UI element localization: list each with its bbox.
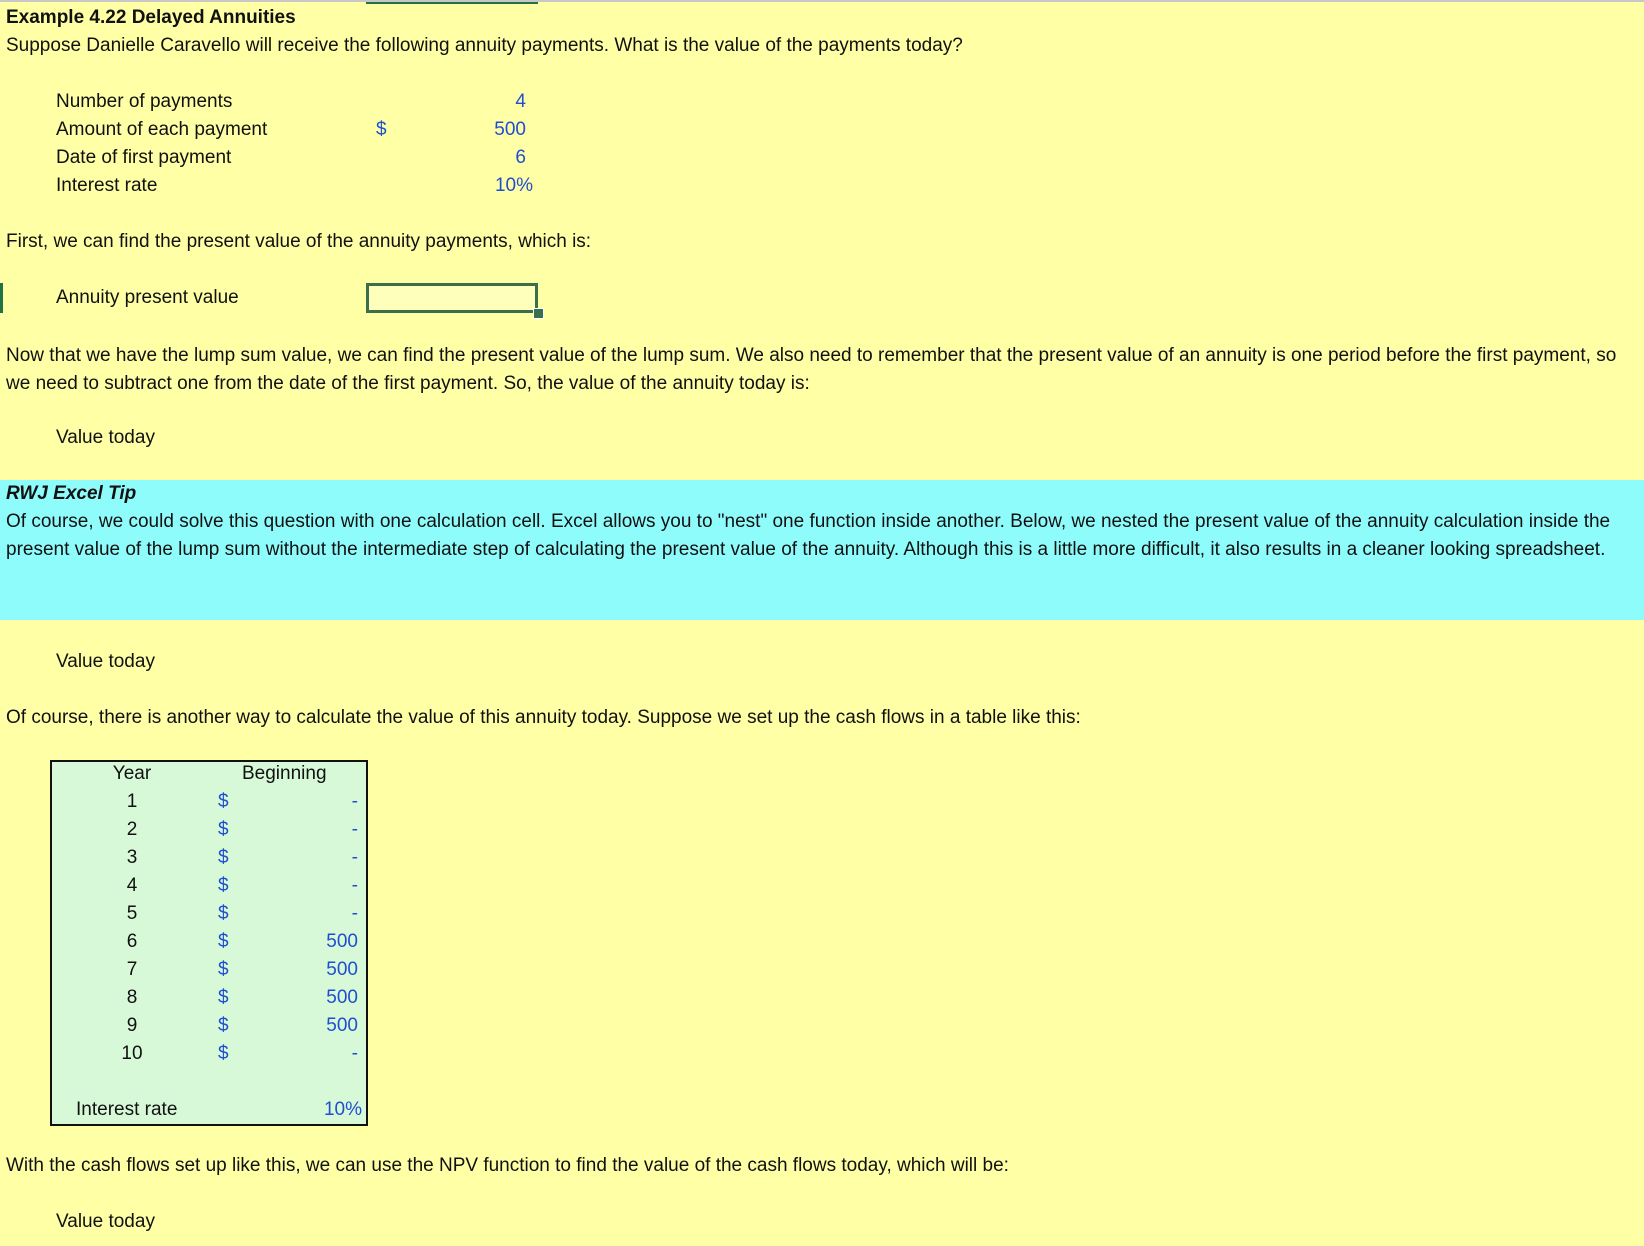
question-text: Suppose Danielle Caravello will receive the following annuity payments. What is the value of the payments today? <box>6 35 963 56</box>
fill-handle[interactable] <box>533 308 544 319</box>
table-year-cell: 2 <box>126 819 138 840</box>
table-amount-cell[interactable]: - <box>351 875 358 896</box>
value-today-label-3: Value today <box>56 1211 155 1232</box>
example-title: Example 4.22 Delayed Annuities <box>6 7 296 28</box>
table-year-cell: 4 <box>126 875 138 896</box>
table-currency-cell: $ <box>218 931 229 952</box>
table-year-cell: 10 <box>121 1043 143 1064</box>
annuity-pv-cell[interactable] <box>366 283 538 313</box>
paragraph-annuity-pv: First, we can find the present value of the annuity payments, which is: <box>6 231 592 252</box>
value-today-label-1: Value today <box>56 427 155 448</box>
table-amount-cell[interactable]: 500 <box>326 931 358 952</box>
input-label-interest-rate: Interest rate <box>56 175 158 196</box>
input-value-interest-rate[interactable]: 10% <box>494 175 533 196</box>
table-currency-cell: $ <box>218 1043 229 1064</box>
table-currency-cell: $ <box>218 791 229 812</box>
table-year-cell: 9 <box>126 1015 138 1036</box>
table-amount-cell[interactable]: - <box>351 1043 358 1064</box>
table-rate-label: Interest rate <box>76 1099 178 1120</box>
table-currency-cell: $ <box>218 819 229 840</box>
input-currency-amount: $ <box>376 119 387 140</box>
input-label-amount: Amount of each payment <box>56 119 268 140</box>
table-year-cell: 7 <box>126 959 138 980</box>
input-value-amount[interactable]: 500 <box>494 119 526 140</box>
table-year-cell: 1 <box>126 791 138 812</box>
paragraph-cash-flow-table: Of course, there is another way to calculate the value of this annuity today. Suppose we set up the cash flows in a table like this: <box>6 707 1081 728</box>
table-amount-cell[interactable]: 500 <box>326 1015 358 1036</box>
selected-row-indicator <box>0 283 3 313</box>
table-header-year: Year <box>112 763 152 784</box>
table-year-cell: 6 <box>126 931 138 952</box>
table-currency-cell: $ <box>218 959 229 980</box>
table-amount-cell[interactable]: - <box>351 903 358 924</box>
annuity-pv-label: Annuity present value <box>56 287 239 308</box>
table-rate-value[interactable]: 10% <box>323 1099 362 1120</box>
input-label-number-of-payments: Number of payments <box>56 91 233 112</box>
table-currency-cell: $ <box>218 1015 229 1036</box>
table-year-cell: 8 <box>126 987 138 1008</box>
table-amount-cell[interactable]: - <box>351 847 358 868</box>
table-currency-cell: $ <box>218 987 229 1008</box>
table-currency-cell: $ <box>218 847 229 868</box>
table-header-beginning: Beginning <box>242 763 327 784</box>
value-today-label-2: Value today <box>56 651 155 672</box>
table-amount-cell[interactable]: - <box>351 791 358 812</box>
table-amount-cell[interactable]: 500 <box>326 987 358 1008</box>
input-label-date-first-payment: Date of first payment <box>56 147 232 168</box>
selected-column-indicator <box>366 2 538 4</box>
table-amount-cell[interactable]: - <box>351 819 358 840</box>
table-amount-cell[interactable]: 500 <box>326 959 358 980</box>
excel-tip-text: Of course, we could solve this question with one calculation cell. Excel allows you to "nest" one function inside another. Below, we nested the present value of the annuity calculation inside the present value of the lump sum without the intermediate step of calculating the present value of the annuity. Although this is a little more difficult, it also results in a cleaner looking spreadsheet. <box>6 511 1611 560</box>
excel-tip-title: RWJ Excel Tip <box>6 483 137 504</box>
table-currency-cell: $ <box>218 903 229 924</box>
table-year-cell: 5 <box>126 903 138 924</box>
input-value-date-first-payment[interactable]: 6 <box>515 147 526 168</box>
table-currency-cell: $ <box>218 875 229 896</box>
paragraph-lump-sum: Now that we have the lump sum value, we can find the present value of the lump sum. We also need to remember that the present value of an annuity is one period before the first payment, so we need to subtract one from the date of the first payment. So, the value of the annuity today is: <box>6 345 1617 394</box>
paragraph-npv: With the cash flows set up like this, we can use the NPV function to find the value of the cash flows today, which will be: <box>6 1155 1009 1176</box>
input-value-number-of-payments[interactable]: 4 <box>515 91 526 112</box>
table-year-cell: 3 <box>126 847 138 868</box>
